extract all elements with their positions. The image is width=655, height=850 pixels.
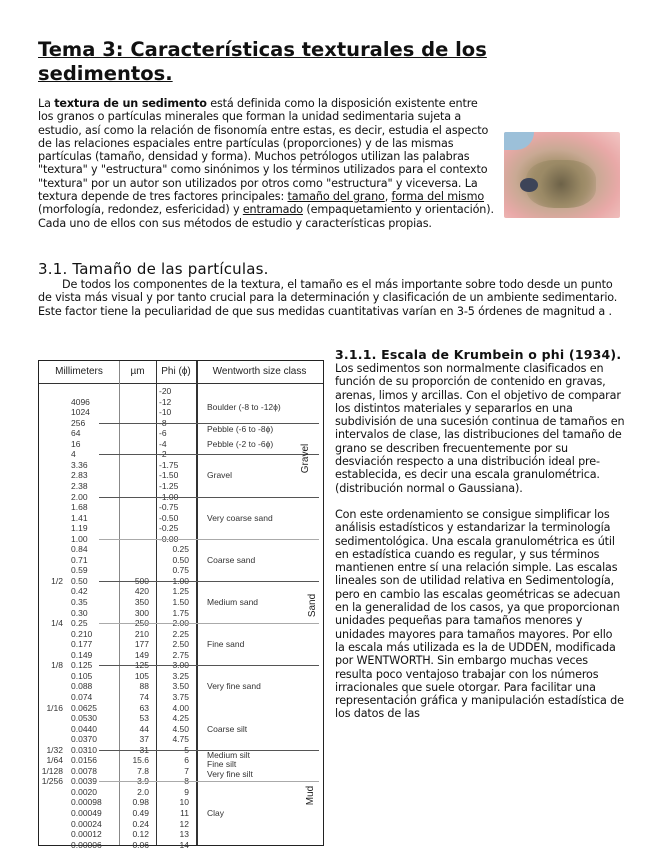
size-class-label: Fine silt — [207, 759, 237, 770]
phi-cell: 0.75 — [172, 565, 189, 576]
millimeters-cell: 0.30 — [71, 607, 88, 618]
section-heading: 3.1. Tamaño de las partículas. — [38, 260, 269, 278]
class-boundary-line — [99, 581, 319, 582]
millimeters-cell: 0.0078 — [71, 765, 97, 776]
link-tamano-del-grano[interactable]: tamaño del grano — [287, 190, 385, 204]
millimeters-cell: 0.0039 — [71, 776, 97, 787]
millimeters-cell: 0.0310 — [71, 744, 97, 755]
class-boundary-line — [99, 781, 319, 782]
table-header — [39, 361, 323, 384]
micrometers-cell: 31 — [139, 744, 149, 755]
phi-cell: -10 — [159, 407, 172, 418]
class-boundary-line — [99, 497, 319, 498]
phi-cell: 3.75 — [172, 691, 189, 702]
millimeters-cell: 0.0156 — [71, 755, 97, 766]
millimeters-cell: 4 — [71, 449, 76, 460]
header-micrometers: µm — [130, 366, 145, 377]
class-boundary-line — [99, 665, 319, 666]
millimeters-cell: 0.088 — [71, 681, 93, 692]
millimeters-cell: 0.59 — [71, 565, 88, 576]
micrometers-cell: 15.6 — [132, 755, 149, 766]
micrometers-cell: 2.0 — [137, 786, 149, 797]
intro-paragraph — [38, 97, 620, 230]
fraction-cell: 1/256 — [41, 776, 63, 787]
phi-cell: -0.75 — [159, 502, 179, 513]
micrometers-cell: 63 — [139, 702, 149, 713]
section-text: De todos los componentes de la textura, el tamaño es el más importante sobre todo desde un punto de vista más visual y por tanto crucial para la determinación y clasificación de un ambiente sedimentario. Este factor tiene la peculiaridad de que sus medidas cuantitativas varían en 3-5 órdenes de magnitud a . — [38, 278, 618, 318]
micrometers-cell: 210 — [134, 628, 149, 639]
size-class-label: Medium silt — [207, 749, 250, 760]
micrometers-cell: 0.49 — [132, 808, 149, 818]
micrometers-cell: 0.98 — [132, 797, 149, 808]
size-class-label: Very coarse sand — [207, 512, 273, 523]
phi-cell: -1.50 — [159, 470, 179, 481]
fraction-cell: 1/8 — [51, 660, 63, 671]
micrometers-cell: 3.9 — [137, 776, 149, 787]
micrometers-cell: 0.12 — [132, 829, 149, 840]
millimeters-cell: 0.00006 — [71, 839, 102, 850]
group-label-mud: Mud — [305, 785, 317, 806]
phi-cell: 6 — [184, 755, 189, 766]
micrometers-cell: 74 — [139, 691, 149, 702]
phi-cell: 3.50 — [172, 681, 189, 692]
millimeters-cell: 0.25 — [71, 618, 88, 629]
millimeters-cell: 64 — [71, 428, 81, 439]
phi-cell: 2.50 — [172, 639, 189, 650]
micrometers-cell: 88 — [139, 681, 149, 692]
micrometers-cell: 300 — [134, 607, 149, 618]
millimeters-cell: 0.00049 — [71, 808, 102, 818]
column-divider — [119, 361, 120, 845]
phi-cell: -8 — [159, 417, 167, 428]
intro-bold-term: textura de un sedimento — [54, 97, 207, 110]
phi-cell: 13 — [179, 829, 189, 840]
phi-cell: 2.25 — [172, 628, 189, 639]
class-boundary-line — [99, 539, 319, 540]
phi-cell: -0.50 — [159, 512, 179, 523]
phi-cell: -1.00 — [159, 491, 179, 502]
phi-cell: 11 — [180, 808, 189, 818]
millimeters-cell: 0.0625 — [71, 702, 97, 713]
phi-cell: -6 — [159, 428, 167, 439]
fraction-cell: 1/64 — [46, 755, 63, 766]
phi-cell: -1.25 — [159, 480, 179, 491]
intro-text-2: (morfología, redondez, esfericidad) y — [38, 203, 243, 217]
link-entramado[interactable]: entramado — [242, 203, 303, 217]
size-class-label: Clay — [207, 808, 225, 818]
micrometers-cell: 105 — [134, 670, 149, 681]
micrometers-cell: 53 — [139, 713, 149, 724]
millimeters-cell: 0.0440 — [71, 723, 97, 734]
column-divider — [196, 361, 198, 845]
size-class-label: Boulder (-8 to -12ϕ) — [207, 401, 281, 412]
phi-cell: 7 — [184, 765, 189, 776]
wentworth-grain-size-table — [38, 360, 324, 850]
intro-prefix: La — [38, 97, 55, 110]
micrometers-cell: 0.06 — [132, 839, 149, 850]
millimeters-cell: 0.149 — [71, 649, 93, 660]
phi-cell: 1.75 — [172, 607, 189, 618]
intro-text-3: (empaquetamiento y orientación). Cada uno de ellos con sus métodos de estudio y características propias. — [38, 203, 494, 230]
micrometers-cell: 250 — [134, 618, 149, 629]
millimeters-cell: 0.71 — [71, 554, 88, 565]
phi-cell: 8 — [184, 776, 189, 787]
millimeters-cell: 4096 — [71, 396, 90, 407]
fraction-cell: 1/128 — [41, 765, 63, 776]
group-label-gravel: Gravel — [300, 443, 312, 473]
phi-cell: 3.25 — [172, 670, 189, 681]
phi-cell: 4.25 — [172, 713, 189, 724]
size-class-label: Coarse silt — [207, 723, 248, 734]
millimeters-cell: 2.00 — [71, 491, 88, 502]
millimeters-cell: 0.50 — [71, 575, 88, 586]
size-class-label: Gravel — [207, 470, 233, 481]
size-class-label: Medium sand — [207, 597, 259, 607]
page-title: Tema 3: Características texturales de los sedimentos. — [38, 38, 487, 85]
millimeters-cell: 1.68 — [71, 502, 88, 513]
millimeters-cell: 0.125 — [71, 660, 93, 671]
phi-cell: 0.50 — [172, 554, 189, 565]
fraction-cell: 1/4 — [51, 618, 63, 629]
phi-cell: 4.75 — [172, 734, 189, 745]
phi-cell: 10 — [179, 797, 189, 808]
header-phi: Phi (ϕ) — [161, 366, 191, 377]
phi-cell: 1.00 — [172, 575, 189, 586]
phi-cell: -0.00 — [159, 533, 179, 544]
section-paragraph — [38, 278, 618, 318]
phi-cell: 2.00 — [172, 618, 189, 629]
phi-cell: 4.50 — [172, 723, 189, 734]
phi-cell: -20 — [159, 386, 172, 396]
millimeters-cell: 0.00024 — [71, 818, 102, 829]
millimeters-cell: 2.38 — [71, 480, 88, 491]
size-class-label: Coarse sand — [207, 554, 256, 565]
fraction-cell: 1/32 — [46, 744, 63, 755]
phi-cell: 3.00 — [172, 660, 189, 671]
millimeters-cell: 1024 — [71, 407, 90, 418]
micrometers-cell: 37 — [139, 734, 149, 745]
subsection-paragraph-2: Con este ordenamiento se consigue simplificar los análisis estadísticos y estandarizar la terminología sedimentológica. Una escala granulométrica es útil en estadística cuando es regular, y sus términos mantienen entre sí una relación simple. Las escalas lineales son de utilidad relativa en Sedimentología, pero en cambio las escalas geométricas se adecuan en la generalidad de los casos, ya que proporcionan unidades pequeñas para tamaños menores y unidades mayores para tamaños mayores. Por ello la escala más utilizada es la de UDDEN, modificada por WENTWORTH. Sin embargo muchas veces resulta poco ventajoso trabajar con los números irracionales que suele otorgar. Para facilitar una representación gráfica y manipulación estadística de los datos de las — [335, 507, 624, 721]
phi-cell: -2 — [159, 449, 167, 460]
size-class-label: Fine sand — [207, 639, 245, 650]
phi-cell: 9 — [184, 786, 189, 797]
intro-text: está definida como la disposición existente entre los granos o partículas minerales que forman la unidad sedimentaria sujeta a estudio, así como la relación de fisonomía entre estas, es decir, estudia el aspecto de las relaciones espaciales entre partículas (proporciones) y de las mismas partículas (tamaño, densidad y forma). Muchos petrólogos utilizan las palabras "textura" y "estructura" como sinónimos y los términos utilizados para el contexto "textura" por un autor son utilizados por otros como "estructura" y viceversa. La textura depende de tres factores principales: — [38, 97, 489, 204]
millimeters-cell: 0.177 — [71, 639, 93, 650]
micrometers-cell: 350 — [134, 597, 149, 607]
group-label-sand: Sand — [307, 594, 319, 618]
phi-cell: 0.25 — [172, 544, 189, 555]
micrometers-cell: 177 — [134, 639, 149, 650]
millimeters-cell: 0.0370 — [71, 734, 97, 745]
phi-cell: 14 — [179, 839, 189, 850]
sediment-photo — [504, 132, 620, 218]
millimeters-cell: 0.0020 — [71, 786, 97, 797]
phi-cell: 12 — [179, 818, 189, 829]
millimeters-cell: 0.074 — [71, 691, 93, 702]
class-boundary-line — [99, 623, 319, 624]
fraction-cell: 1/16 — [46, 702, 63, 713]
micrometers-cell: 149 — [134, 649, 149, 660]
micrometers-cell: 44 — [139, 723, 149, 734]
phi-cell: 1.50 — [172, 597, 189, 607]
millimeters-cell: 2.83 — [71, 470, 88, 481]
micrometers-cell: 500 — [134, 575, 149, 586]
size-class-label: Very fine sand — [207, 681, 261, 692]
link-forma-del-mismo[interactable]: forma del mismo — [391, 190, 485, 204]
phi-cell: 4.00 — [172, 702, 189, 713]
micrometers-cell: 420 — [134, 586, 149, 597]
size-class-label: Pebble (-6 to -8ϕ) — [207, 423, 274, 434]
micrometers-cell: 7.8 — [137, 765, 149, 776]
column-divider — [156, 361, 157, 845]
millimeters-cell: 0.84 — [71, 544, 88, 555]
size-class-label: Pebble (-2 to -6ϕ) — [207, 438, 274, 449]
millimeters-cell: 16 — [71, 438, 81, 449]
millimeters-cell: 256 — [71, 417, 86, 428]
millimeters-cell: 0.0530 — [71, 713, 97, 724]
millimeters-cell: 0.35 — [71, 597, 88, 607]
class-boundary-line — [99, 454, 319, 455]
millimeters-cell: 3.36 — [71, 459, 88, 470]
millimeters-cell: 1.00 — [71, 533, 88, 544]
phi-cell: -12 — [159, 396, 172, 407]
phi-cell: -0.25 — [159, 523, 179, 534]
millimeters-cell: 1.41 — [71, 512, 88, 523]
millimeters-cell: 1.19 — [71, 523, 88, 534]
phi-cell: 1.25 — [172, 586, 189, 597]
millimeters-cell: 0.00012 — [71, 829, 102, 840]
header-millimeters: Millimeters — [55, 366, 103, 377]
phi-cell: -4 — [159, 438, 167, 449]
phi-cell: 2.75 — [172, 649, 189, 660]
separator: , — [384, 190, 392, 204]
subsection-paragraph-1: Los sedimentos son normalmente clasificados en función de su proporción de contenido en gravas, arenas, limos y arcillas. Con el objetivo de comparar los distintos materiales y separarlos en una subdivisión de una sucesión continua de tamaños en intervalos de clase, las distribuciones del tamaño de grano se describen frecuentemente por su desviación respecto a una distribución ideal pre-establecida, es decir una escala granulométrica. (distribución normal o Gaussiana). — [335, 362, 625, 495]
millimeters-cell: 0.00098 — [71, 797, 102, 808]
subsection — [335, 348, 625, 721]
fraction-cell: 1/2 — [51, 575, 63, 586]
millimeters-cell: 0.210 — [71, 628, 93, 639]
phi-cell: 5 — [184, 744, 189, 755]
subsection-heading: 3.1.1. Escala de Krumbein o phi (1934). — [335, 347, 622, 362]
micrometers-cell: 0.24 — [132, 818, 149, 829]
phi-cell: -1.75 — [159, 459, 179, 470]
millimeters-cell: 0.105 — [71, 670, 93, 681]
millimeters-cell: 0.42 — [71, 586, 88, 597]
micrometers-cell: 125 — [134, 660, 149, 671]
header-wentworth: Wentworth size class — [212, 366, 307, 377]
size-class-label: Very fine silt — [207, 768, 253, 779]
